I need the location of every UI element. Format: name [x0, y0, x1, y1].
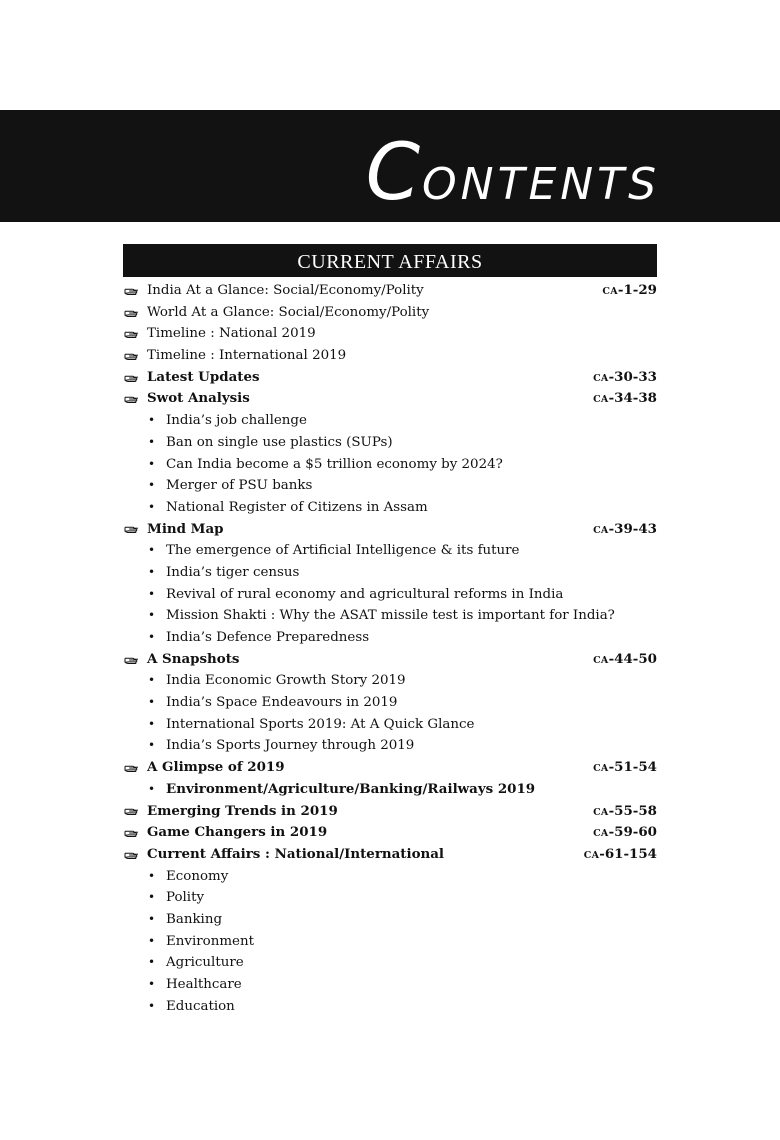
toc-label: Game Changers in 2019 — [147, 824, 328, 841]
toc-subitem — [123, 866, 657, 888]
page-number: -1-29 — [617, 282, 657, 298]
toc-label: India’s job challenge — [166, 413, 307, 429]
page-number: -30-33 — [608, 368, 657, 385]
toc-label: National Register of Citizens in Assam — [166, 499, 428, 515]
toc-entry — [123, 822, 657, 844]
toc-label: Agriculture — [166, 955, 244, 971]
toc-subitem — [123, 627, 657, 649]
toc-page-range — [593, 367, 657, 390]
toc-subitem — [123, 497, 657, 519]
page-prefix: CA — [593, 763, 609, 775]
toc-label: Environment/Agriculture/Banking/Railways 2019 — [166, 780, 536, 797]
toc-subitem — [123, 584, 657, 606]
toc-label: Revival of rural economy and agricultural reforms in India — [166, 586, 564, 602]
toc-entry — [123, 801, 657, 823]
bullet-icon: • — [148, 586, 156, 601]
toc-label: Timeline : National 2019 — [147, 326, 316, 342]
toc-label: Latest Updates — [147, 368, 260, 385]
toc-label: Healthcare — [166, 977, 242, 992]
page-prefix: CA — [593, 372, 609, 384]
bullet-icon: • — [148, 933, 156, 948]
toc-entry — [123, 844, 657, 866]
page-prefix: CA — [593, 828, 609, 840]
bullet-icon: • — [148, 977, 156, 991]
bullet-icon: • — [148, 911, 156, 926]
page-prefix: CA — [593, 524, 609, 536]
table-of-contents — [123, 280, 657, 1017]
toc-entry — [123, 280, 657, 302]
pointing-hand-icon — [123, 367, 139, 389]
bullet-icon: • — [148, 868, 156, 883]
pointing-hand-icon — [123, 844, 139, 866]
toc-label: Education — [166, 998, 235, 1014]
section-heading: CURRENT AFFAIRS — [123, 244, 657, 277]
toc-label: India’s tiger census — [166, 564, 300, 580]
toc-subitem — [123, 410, 657, 432]
toc-label: Merger of PSU banks — [166, 478, 313, 494]
toc-label: The emergence of Artificial Intelligence & its future — [166, 543, 520, 559]
toc-entry — [123, 323, 657, 345]
bullet-icon: • — [148, 781, 156, 796]
page-title — [366, 128, 660, 218]
toc-subitem — [123, 562, 657, 584]
toc-label: Economy — [166, 868, 229, 884]
toc-label: Polity — [166, 890, 205, 906]
toc-label: Mind Map — [147, 520, 224, 537]
toc-subitem — [123, 475, 657, 497]
bullet-icon: • — [148, 434, 156, 449]
toc-subitem — [123, 887, 657, 909]
pointing-hand-icon — [123, 757, 139, 779]
page-number: -34-38 — [608, 390, 657, 407]
toc-page-range — [593, 388, 657, 411]
bullet-icon: • — [148, 890, 156, 905]
toc-label: India’s Sports Journey through 2019 — [166, 738, 415, 754]
bullet-icon: • — [148, 695, 156, 710]
bullet-icon: • — [148, 413, 156, 428]
toc-subitem — [123, 996, 657, 1018]
bullet-icon: • — [148, 478, 156, 493]
page-number: -39-43 — [608, 520, 657, 537]
toc-label: India’s Defence Preparedness — [166, 630, 370, 645]
toc-page-range — [584, 844, 657, 867]
toc-subitem — [123, 952, 657, 974]
page-prefix: CA — [593, 394, 609, 406]
page-title-initial: C — [365, 128, 423, 218]
bullet-icon: • — [148, 716, 156, 731]
page-prefix: CA — [583, 849, 600, 861]
pointing-hand-icon — [123, 323, 139, 345]
bullet-icon: • — [148, 998, 156, 1013]
toc-entry — [123, 367, 657, 389]
toc-page-range — [593, 649, 657, 672]
toc-page-range — [593, 757, 657, 780]
pointing-hand-icon — [123, 345, 139, 367]
pointing-hand-icon — [123, 302, 139, 324]
bullet-icon: • — [148, 608, 156, 623]
pointing-hand-icon — [123, 280, 139, 302]
bullet-icon: • — [148, 564, 156, 579]
bullet-icon: • — [148, 499, 156, 514]
page-number: -55-58 — [608, 802, 657, 819]
toc-label: Banking — [166, 911, 223, 927]
page-number: -61-154 — [599, 845, 657, 862]
toc-subitem — [123, 540, 657, 562]
page-number: -59-60 — [608, 824, 657, 841]
bullet-icon: • — [148, 456, 156, 471]
toc-label: Timeline : International 2019 — [147, 348, 347, 364]
toc-label: World At a Glance: Social/Economy/Polity — [147, 304, 430, 320]
toc-label: A Glimpse of 2019 — [147, 759, 285, 776]
toc-subitem — [123, 670, 657, 692]
toc-label: India’s Space Endeavours in 2019 — [166, 695, 398, 711]
toc-entry — [123, 757, 657, 779]
pointing-hand-icon — [123, 388, 139, 410]
pointing-hand-icon — [123, 519, 139, 541]
toc-label: International Sports 2019: At A Quick Glance — [166, 716, 475, 732]
pointing-hand-icon — [123, 822, 139, 844]
toc-label: Ban on single use plastics (SUPs) — [166, 434, 393, 450]
toc-subitem — [123, 432, 657, 454]
page-prefix: CA — [593, 806, 609, 818]
toc-entry — [123, 388, 657, 410]
toc-label: India Economic Growth Story 2019 — [166, 673, 406, 689]
bullet-icon: • — [148, 955, 156, 970]
toc-page-range — [593, 519, 657, 542]
toc-entry — [123, 345, 657, 367]
page-number: -44-50 — [608, 650, 657, 667]
toc-subitem — [123, 909, 657, 931]
toc-entry — [123, 302, 657, 324]
toc-subitem — [123, 454, 657, 476]
toc-entry — [123, 519, 657, 541]
toc-subitem — [123, 735, 657, 757]
toc-page-range — [602, 280, 657, 303]
page-title-rest: ONTENTS — [422, 159, 660, 210]
toc-label: Swot Analysis — [147, 390, 250, 407]
toc-page-range — [593, 801, 657, 824]
page-prefix: CA — [602, 286, 618, 297]
page-prefix: CA — [593, 654, 609, 666]
toc-label: Emerging Trends in 2019 — [147, 802, 338, 819]
bullet-icon: • — [148, 738, 156, 753]
bullet-icon: • — [148, 630, 156, 644]
toc-subitem — [123, 714, 657, 736]
toc-subitem — [123, 931, 657, 953]
toc-label: Can India become a $5 trillion economy by 2024? — [166, 456, 503, 472]
page-number: -51-54 — [608, 759, 657, 776]
toc-label: India At a Glance: Social/Economy/Polity — [147, 283, 424, 298]
bullet-icon: • — [148, 543, 156, 558]
toc-page-range — [593, 822, 657, 845]
toc-subitem — [123, 692, 657, 714]
pointing-hand-icon — [123, 649, 139, 671]
contents-banner — [0, 110, 780, 222]
toc-label: Mission Shakti : Why the ASAT missile test is important for India? — [166, 608, 615, 624]
toc-label: Environment — [166, 933, 254, 949]
toc-label: A Snapshots — [147, 650, 240, 667]
bullet-icon: • — [148, 673, 156, 688]
toc-subitem — [123, 974, 657, 996]
pointing-hand-icon — [123, 801, 139, 823]
toc-entry — [123, 649, 657, 671]
toc-subitem — [123, 779, 657, 801]
toc-subitem — [123, 605, 657, 627]
toc-label: Current Affairs : National/International — [147, 845, 444, 862]
